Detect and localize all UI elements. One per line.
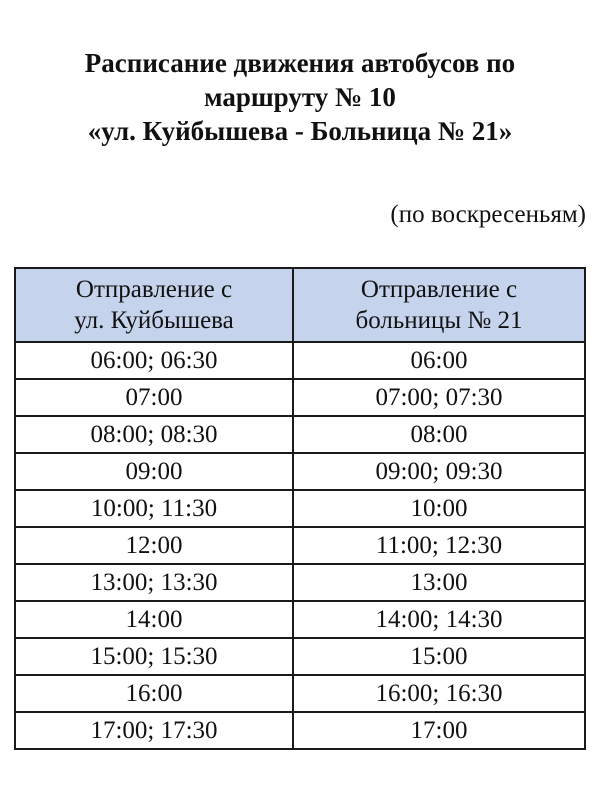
header-line: Отправление с (75, 276, 233, 303)
table-row (15, 342, 585, 379)
table-row (15, 416, 585, 453)
cell-departure-kuibysheva: 08:00; 08:30 (15, 416, 293, 453)
table-row (15, 601, 585, 638)
cell-departure-hospital: 08:00 (293, 416, 585, 453)
title-line-3: «ул. Куйбышева - Больница № 21» (87, 116, 513, 146)
table-row (15, 564, 585, 601)
cell-departure-kuibysheva: 07:00 (15, 379, 293, 416)
header-departure-kuibysheva (15, 268, 293, 342)
header-line: ул. Куйбышева (74, 307, 234, 334)
schedule-body (15, 342, 585, 749)
cell-departure-kuibysheva: 06:00; 06:30 (15, 342, 293, 379)
title-line-1: Расписание движения автобусов по (84, 48, 516, 78)
cell-departure-hospital: 15:00 (293, 638, 585, 675)
cell-departure-hospital: 16:00; 16:30 (293, 675, 585, 712)
cell-departure-kuibysheva: 13:00; 13:30 (15, 564, 293, 601)
page-title (0, 46, 600, 148)
cell-departure-kuibysheva: 16:00 (15, 675, 293, 712)
header-line: больницы № 21 (355, 307, 523, 334)
cell-departure-hospital: 09:00; 09:30 (293, 453, 585, 490)
cell-departure-kuibysheva: 15:00; 15:30 (15, 638, 293, 675)
cell-departure-hospital: 07:00; 07:30 (293, 379, 585, 416)
cell-departure-kuibysheva: 09:00 (15, 453, 293, 490)
schedule-table (14, 267, 586, 750)
cell-departure-hospital: 11:00; 12:30 (293, 527, 585, 564)
cell-departure-hospital: 10:00 (293, 490, 585, 527)
cell-departure-kuibysheva: 14:00 (15, 601, 293, 638)
cell-departure-hospital: 14:00; 14:30 (293, 601, 585, 638)
cell-departure-kuibysheva: 10:00; 11:30 (15, 490, 293, 527)
cell-departure-hospital: 06:00 (293, 342, 585, 379)
cell-departure-kuibysheva: 12:00 (15, 527, 293, 564)
cell-departure-hospital: 13:00 (293, 564, 585, 601)
header-line: Отправление с (360, 276, 518, 303)
title-line-2: маршруту № 10 (204, 82, 396, 112)
table-row (15, 527, 585, 564)
table-row (15, 453, 585, 490)
table-header-row (15, 268, 585, 342)
cell-departure-kuibysheva: 17:00; 17:30 (15, 712, 293, 749)
header-departure-hospital (293, 268, 585, 342)
schedule-day-note: (по воскресеньям) (390, 201, 586, 228)
table-row (15, 490, 585, 527)
table-row (15, 675, 585, 712)
table-row (15, 638, 585, 675)
table-row (15, 379, 585, 416)
cell-departure-hospital: 17:00 (293, 712, 585, 749)
table-row (15, 712, 585, 749)
